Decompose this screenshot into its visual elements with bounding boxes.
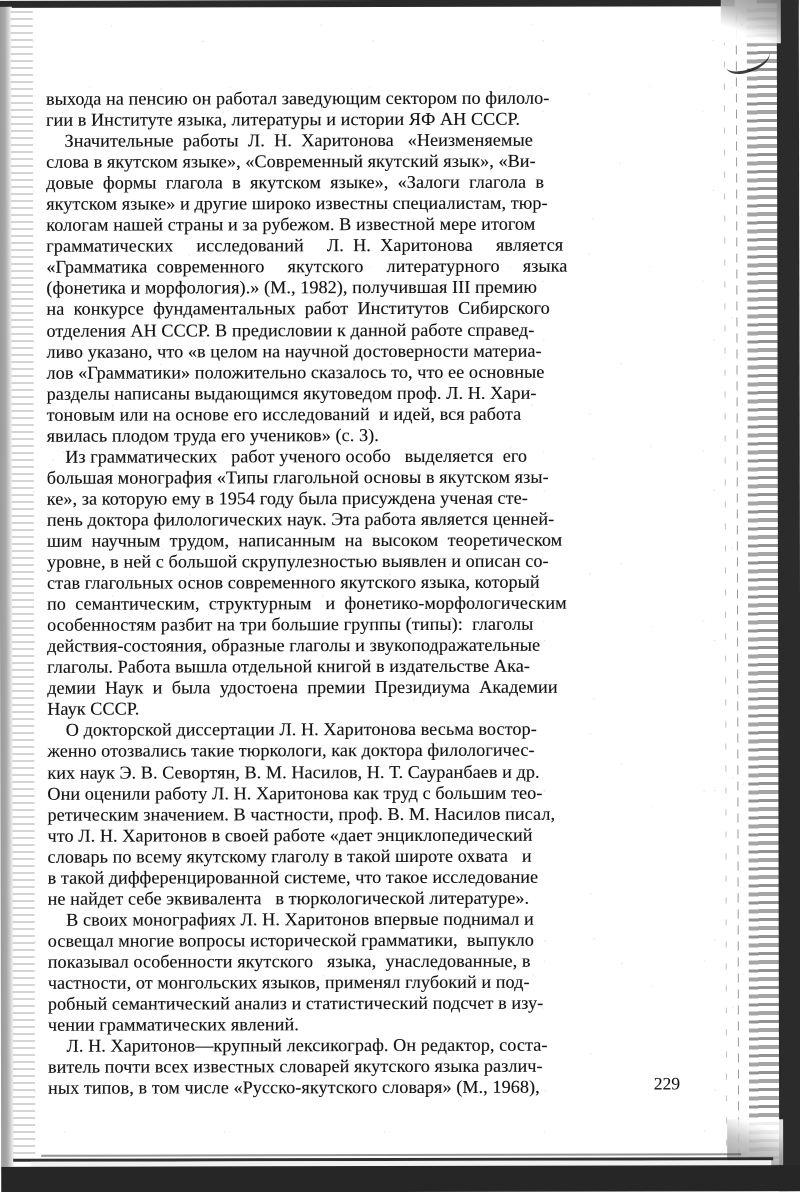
text-line: демии Наук и была удостоена премии Президиума Академии: [47, 676, 558, 699]
text-line: выхода на пенсию он работал заведующим сектором по филоло-: [45, 87, 550, 109]
text-line: действия-состояния, образные глаголы и звукоподражательные: [47, 634, 541, 656]
scanner-bed-right-edge: [777, 0, 800, 1191]
text-line: особенностям разбит на три большие группы (типы): глаголы: [47, 613, 534, 635]
text-line: в такой дифференцированной системе, что такое исследование: [47, 866, 539, 888]
text-line: Наук СССР.: [47, 698, 140, 720]
text-line: тоновым или на основе его исследований и идей, вся работа: [46, 403, 522, 425]
text-line: Значительные работы Л. Н. Харитонова «Неизменяемые: [46, 129, 533, 151]
body-text: [46, 87, 680, 1099]
text-line: (фонетика и морфология).» (М., 1982), получившая III премию: [46, 277, 538, 299]
text-line: освещал многие вопросы исторической грамматики, выпукло: [47, 929, 534, 951]
text-line: явилась плодом труда его учеников» (с. 3).: [46, 424, 379, 446]
text-line: Они оценили работу Л. Н. Харитонова как труд с большим тео-: [47, 782, 543, 804]
text-line: слова в якутском языке», «Современный якутский язык», «Ви-: [46, 150, 536, 172]
text-line: лов «Грамматики» положительно сказалось то, что ее основные: [46, 361, 545, 383]
text-line: О докторской диссертации Л. Н. Харитонова весьма востор-: [47, 719, 537, 741]
text-line: пень доктора филологических наук. Эта работа является ценней-: [46, 508, 555, 530]
text-line: чении грамматических явлений.: [47, 1014, 299, 1035]
text-line: частности, от монгольских языков, применял глубокий и под-: [47, 971, 530, 993]
text-line: В своих монографиях Л. Н. Харитонов впервые поднимал и: [47, 908, 534, 930]
text-line: на конкурсе фундаментальных работ Институтов Сибирского: [46, 298, 550, 320]
text-line: став глагольных основ современного якутского языка, который: [46, 571, 540, 593]
text-line: ретическим значением. В частности, проф. В. М. Насилов писал,: [47, 803, 556, 825]
text-line: по семантическим, структурным и фонетико-морфологическим: [46, 592, 567, 614]
text-line: грамматических исследований Л. Н. Харитонова является: [46, 234, 564, 257]
text-line: ливо указано, что «в целом на научной достоверности материа-: [46, 340, 542, 362]
text-line: «Грамматика современного якутского литературного языка: [46, 256, 568, 278]
text-line: ных типов, в том числе «Русско-якутского словаря» (М., 1968),: [48, 1076, 540, 1098]
page-number: 229: [653, 1073, 681, 1094]
text-line: ке», за которую ему в 1954 году была присуждена ученая сте-: [46, 487, 528, 509]
text-line: Л. Н. Харитонов—крупный лексикограф. Он редактор, соста-: [47, 1034, 548, 1056]
text-line: женно отозвались такие тюркологи, как доктора филологичес-: [47, 740, 535, 762]
page-bottom-shadow-secondary: [41, 1153, 741, 1156]
text-line: глаголы. Работа вышла отдельной книгой в издательстве Ака-: [47, 655, 530, 678]
text-line: отделения АН СССР. В предисловии к данной работе справед-: [46, 319, 535, 341]
text-line: что Л. Н. Харитонов в своей работе «дает энциклопедический: [47, 824, 533, 846]
text-line: большая монография «Типы глагольной основы в якутском язы-: [46, 466, 549, 488]
page-right-crease-secondary: [724, 39, 727, 1149]
page-text-body: [46, 87, 680, 1099]
text-line: не найдет себе эквивалента в тюркологической литературе».: [47, 887, 530, 909]
text-line: уровне, в ней с большой скрупулезностью выявлен и описан со-: [46, 550, 549, 572]
text-line: довые формы глагола в якутском языке», «Залоги глагола в: [46, 171, 545, 193]
text-line: робный семантический анализ и статистический подсчет в изу-: [47, 992, 544, 1014]
scanner-bed-bottom-edge: [1, 1165, 800, 1192]
page-left-edge-texture: [11, 11, 35, 1161]
page-top-right-tear: [721, 0, 781, 43]
text-line: разделы написаны выдающимся якутоведом проф. Л. Н. Хари-: [46, 382, 537, 404]
text-line: словарь по всему якутскому глаголу в такой широте охвата и: [47, 845, 532, 867]
text-line: показывал особенности якутского языка, унаследованные, в: [47, 950, 531, 972]
text-line: Из грамматических работ ученого особо выделяется его: [46, 445, 528, 467]
text-line: ких наук Э. В. Севортян, В. М. Насилов, Н. Т. Сауранбаев и др.: [47, 761, 540, 783]
text-line: гии в Институте языка, литературы и истории ЯФ АН СССР.: [45, 108, 521, 130]
text-line: витель почти всех известных словарей якутского языка различ-: [47, 1055, 543, 1077]
text-line: кологам нашей страны и за рубежом. В известной мере итогом: [46, 213, 536, 236]
text-line: шим научным трудом, написанным на высоком теоретическом: [46, 529, 563, 551]
text-line: якутском языке» и другие широко известны специалистам, тюр-: [46, 192, 548, 214]
scanner-bed-top-edge: [0, 0, 799, 8]
